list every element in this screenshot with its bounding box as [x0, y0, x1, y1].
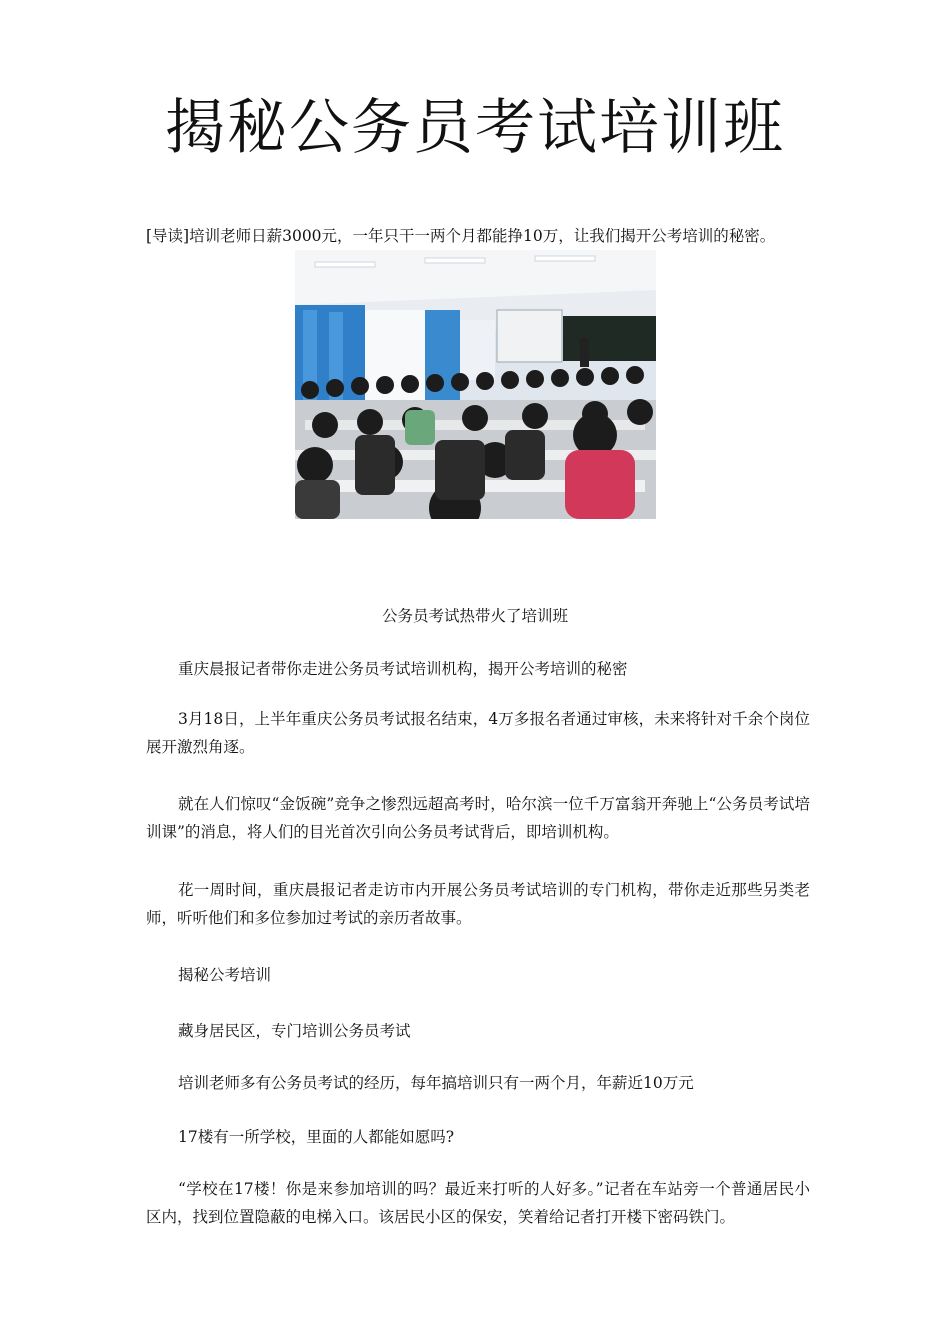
- paragraph: 重庆晨报记者带你走进公务员考试培训机构，揭开公考培训的秘密: [178, 660, 628, 678]
- classroom-photo: [295, 250, 656, 519]
- paragraph: 3月18日，上半年重庆公务员考试报名结束，4万多报名者通过审核，未来将针对千余个岗位展开激烈角逐。: [146, 710, 810, 756]
- lead-text: [导读]培训老师日薪3000元，一年只干一两个月都能挣10万，让我们揭开公考培训的秘密。: [146, 227, 776, 245]
- paragraph: “学校在17楼！你是来参加培训的吗？最近来打听的人好多。”记者在车站旁一个普通居民小区内，找到位置隐蔽的电梯入口。该居民小区的保安，笑着给记者打开楼下密码铁门。: [146, 1180, 810, 1226]
- subheading: 培训老师多有公务员考试的经历，每年搞培训只有一两个月，年薪近10万元: [178, 1074, 694, 1092]
- subheading: 17楼有一所学校，里面的人都能如愿吗?: [178, 1128, 455, 1146]
- paragraph: 花一周时间，重庆晨报记者走访市内开展公务员考试培训的专门机构，带你走近那些另类老师，听听他们和多位参加过考试的亲历者故事。: [146, 881, 810, 927]
- classroom-photo-illustration: [295, 250, 656, 519]
- section-heading: 揭秘公考培训: [178, 966, 272, 984]
- photo-caption: 公务员考试热带火了培训班: [381, 607, 568, 625]
- paragraph: 就在人们惊叹“金饭碗”竞争之惨烈远超高考时，哈尔滨一位千万富翁开奔驰上“公务员考试培训课”的消息，将人们的目光首次引向公务员考试背后，即培训机构。: [146, 795, 810, 841]
- subheading: 藏身居民区，专门培训公务员考试: [178, 1022, 411, 1040]
- document-title: 揭秘公务员考试培训班: [165, 93, 785, 163]
